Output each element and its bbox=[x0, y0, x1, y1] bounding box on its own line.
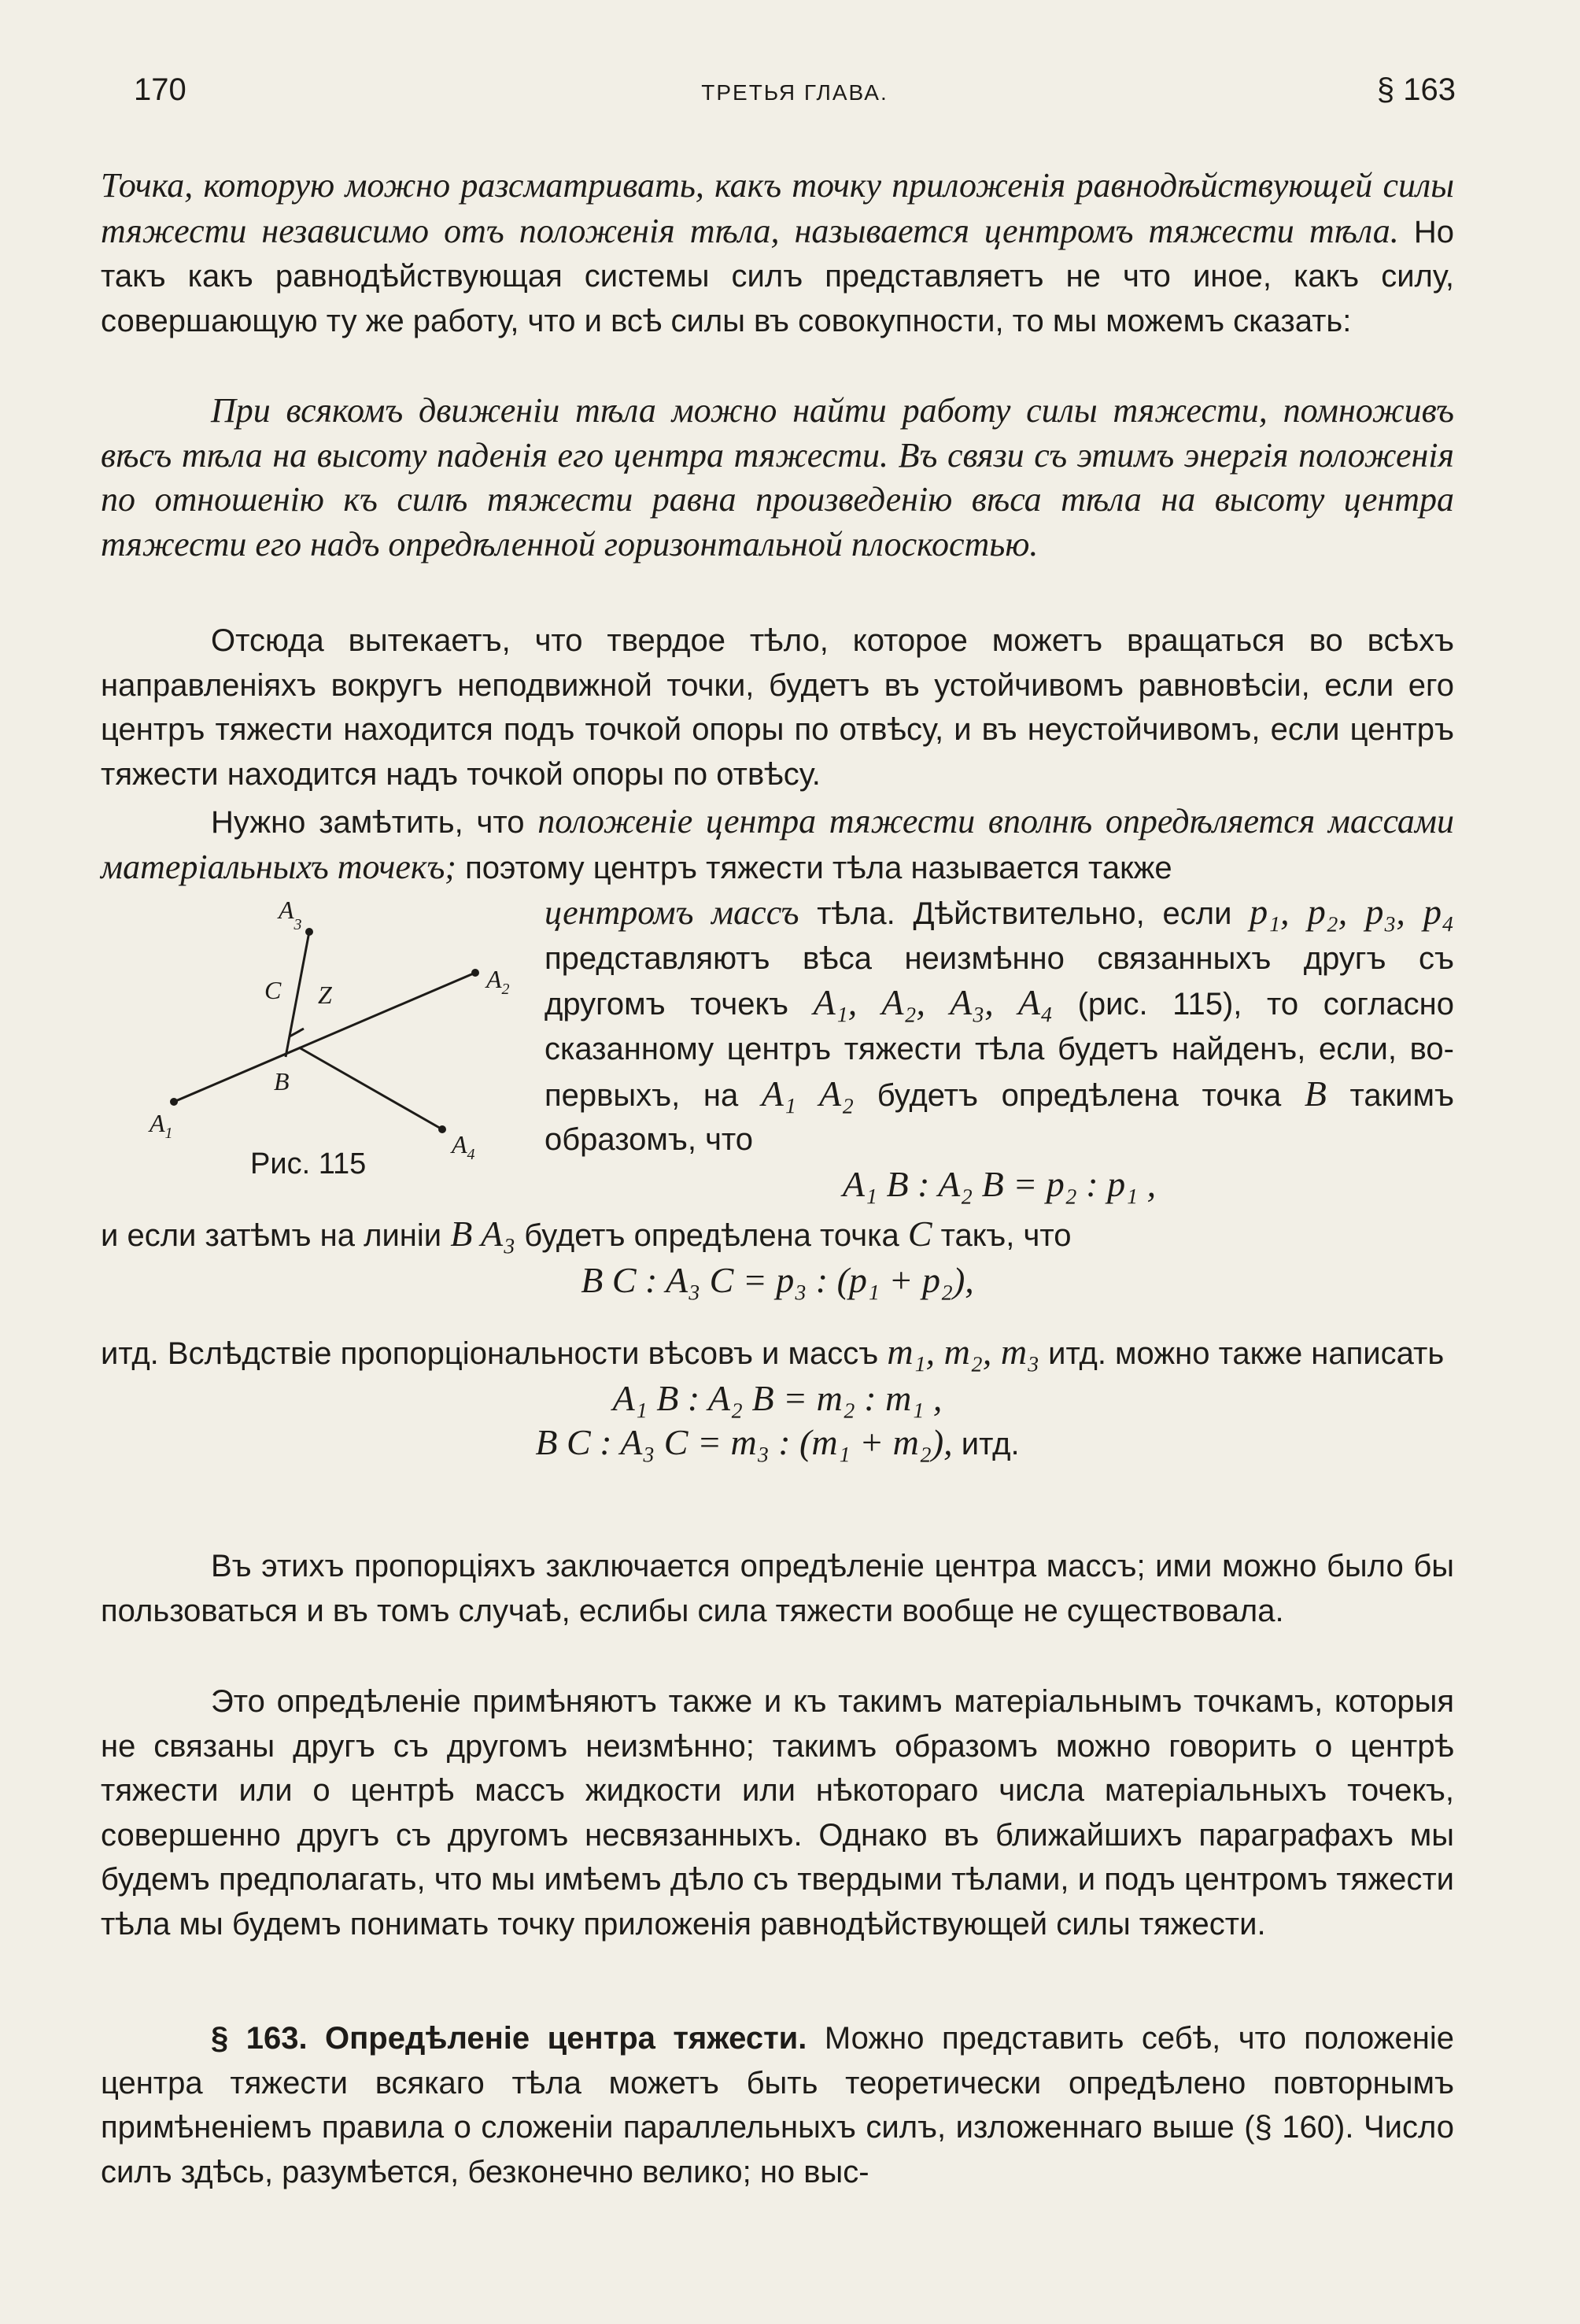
figure-caption: Рис. 115 bbox=[250, 1147, 367, 1181]
label-z: Z bbox=[318, 981, 332, 1010]
section-163-text: § 163. Опредѣленіе центра тяжести. Можно представить себѣ, что положеніе центра тяжести всякаго тѣла можетъ быть теоретически опредѣлено повторнымъ примѣненіемъ правила о сложеніи параллельныхъ силъ, изложеннаго выше (§ 160). Число силъ здѣсь, разумѣется, безконечно велико; но выс- bbox=[101, 2021, 1454, 2189]
paragraph-masses bbox=[101, 1330, 1454, 1467]
point-a3 bbox=[305, 928, 313, 936]
page-header bbox=[134, 72, 1456, 120]
paragraph-centre-of-mass bbox=[101, 800, 1454, 1216]
point-a2 bbox=[471, 969, 479, 977]
definition-italic: Точка, которую можно разсматривать, какъ точку приложенія равнодѣйствующей силы тяжести независимо отъ положенія тѣла, называется центромъ тяжести тѣла. bbox=[101, 166, 1454, 250]
work-of-gravity-text: При всякомъ движеніи тѣла можно найти работу силы тяжести, помноживъ вѣсъ тѣла на высоту паденія его центра тяжести. Въ связи съ этимъ энергія положенія по отношенію къ силѣ тяжести равна произведенію вѣса тѣла на высоту центра тяжести его надъ опредѣленной горизонтальной плоскостью. bbox=[101, 391, 1454, 563]
paragraph-point-c bbox=[101, 1212, 1454, 1302]
paragraph-equilibrium bbox=[101, 619, 1454, 796]
figure-115 bbox=[101, 893, 526, 1216]
equilibrium-text: Отсюда вытекаетъ, что твердое тѣло, которое можетъ вращаться во всѣхъ направленіяхъ вокругъ неподвижной точки, будетъ въ устойчивомъ равновѣсіи, если его центръ тяжести находится подъ точкой опоры по отвѣсу, и въ неустойчивомъ, если центръ тяжести находится надъ точкой опоры по отвѣсу. bbox=[101, 623, 1454, 792]
label-c: C bbox=[264, 976, 282, 1005]
centre-of-mass-intro: Нужно замѣтить, что положеніе центра тяжести вполнѣ опредѣляется массами матеріальныхъ точекъ; поэтому центръ тяжести тѣла называется также bbox=[101, 802, 1454, 886]
line-b-a4 bbox=[299, 1047, 442, 1129]
centre-of-mass-text: центромъ массъ тѣла. Дѣйствительно, если p₁, p₂, p₃, p₄ представляютъ вѣса неизмѣнно связанныхъ другъ съ другомъ точекъ A₁, A₂, A₃, A₄ (рис. 115), то согласно сказанному центръ тяжести тѣла будетъ найденъ, если, во-первыхъ, на A₁ A₂ будетъ опредѣлена точка B такимъ образомъ, что bbox=[545, 892, 1455, 1158]
chapter-title: ТРЕТЬЯ ГЛАВА. bbox=[701, 80, 888, 105]
equation-3: A₁ B : A₂ B = m₂ : m₁ , bbox=[612, 1377, 943, 1418]
paragraph-unconnected-points bbox=[101, 1679, 1454, 1947]
point-a1 bbox=[170, 1098, 178, 1106]
section-163-heading: § 163. Опредѣленіе центра тяжести. bbox=[211, 2021, 807, 2056]
equation-4: B C : A₃ C = m₃ : (m₁ + m₂), bbox=[535, 1422, 953, 1463]
section-163 bbox=[101, 2016, 1454, 2194]
page-number: 170 bbox=[134, 72, 186, 107]
equation-2: B C : A₃ C = p₃ : (p₁ + p₂), bbox=[581, 1259, 974, 1300]
label-a3: $A_3$ bbox=[279, 896, 302, 934]
masses-text: итд. Вслѣдствіе пропорціональности вѣсовъ и массъ m₁, m₂, m₃ итд. можно также написать bbox=[101, 1332, 1445, 1372]
label-a2: $A_2$ bbox=[486, 965, 510, 999]
point-c-text: и если затѣмъ на линіи B A₃ будетъ опредѣлена точка C такъ, что bbox=[101, 1214, 1072, 1254]
paragraph-proportions bbox=[101, 1544, 1454, 1633]
equation-1: A₁ B : A₂ B = p₂ : p₁ , bbox=[842, 1163, 1157, 1204]
unconnected-points-text: Это опредѣленіе примѣняютъ также и къ такимъ матеріальнымъ точкамъ, которыя не связаны другъ съ другомъ неизмѣнно; такимъ образомъ можно говорить о центрѣ тяжести или о центрѣ массъ жидкости или нѣкотораго числа матеріальныхъ точекъ, совершенно другъ съ другомъ несвязанныхъ. Однако въ ближайшихъ параграфахъ мы будемъ предполагать, что мы имѣемъ дѣло съ твердыми тѣлами, и подъ центромъ тяжести тѣла мы будемъ понимать точку приложенія равнодѣйствующей силы тяжести. bbox=[101, 1684, 1454, 1942]
paragraph-work-of-gravity bbox=[101, 389, 1454, 567]
proportions-text: Въ этихъ пропорціяхъ заключается опредѣленіе центра массъ; ими можно было бы пользоваться и въ томъ случаѣ, еслибы сила тяжести вообще не существовала. bbox=[101, 1549, 1454, 1628]
paragraph-centre-of-gravity-definition bbox=[101, 164, 1454, 343]
definition-continuation: Но такъ какъ равнодѣйствующая системы силъ представляетъ не что иное, какъ силу, совершающую ту же работу, что и всѣ силы въ совокупности, то мы можемъ сказать: bbox=[101, 214, 1454, 338]
point-a4 bbox=[438, 1125, 446, 1133]
line-a3-b bbox=[286, 932, 309, 1057]
section-reference: § 163 bbox=[1376, 72, 1456, 107]
label-a4: $A_4$ bbox=[452, 1130, 475, 1164]
label-b: B bbox=[274, 1067, 290, 1096]
label-a1: $A_1$ bbox=[150, 1109, 173, 1143]
equation-4-line bbox=[101, 1421, 1454, 1467]
equation-4-suffix: итд. bbox=[961, 1427, 1020, 1462]
